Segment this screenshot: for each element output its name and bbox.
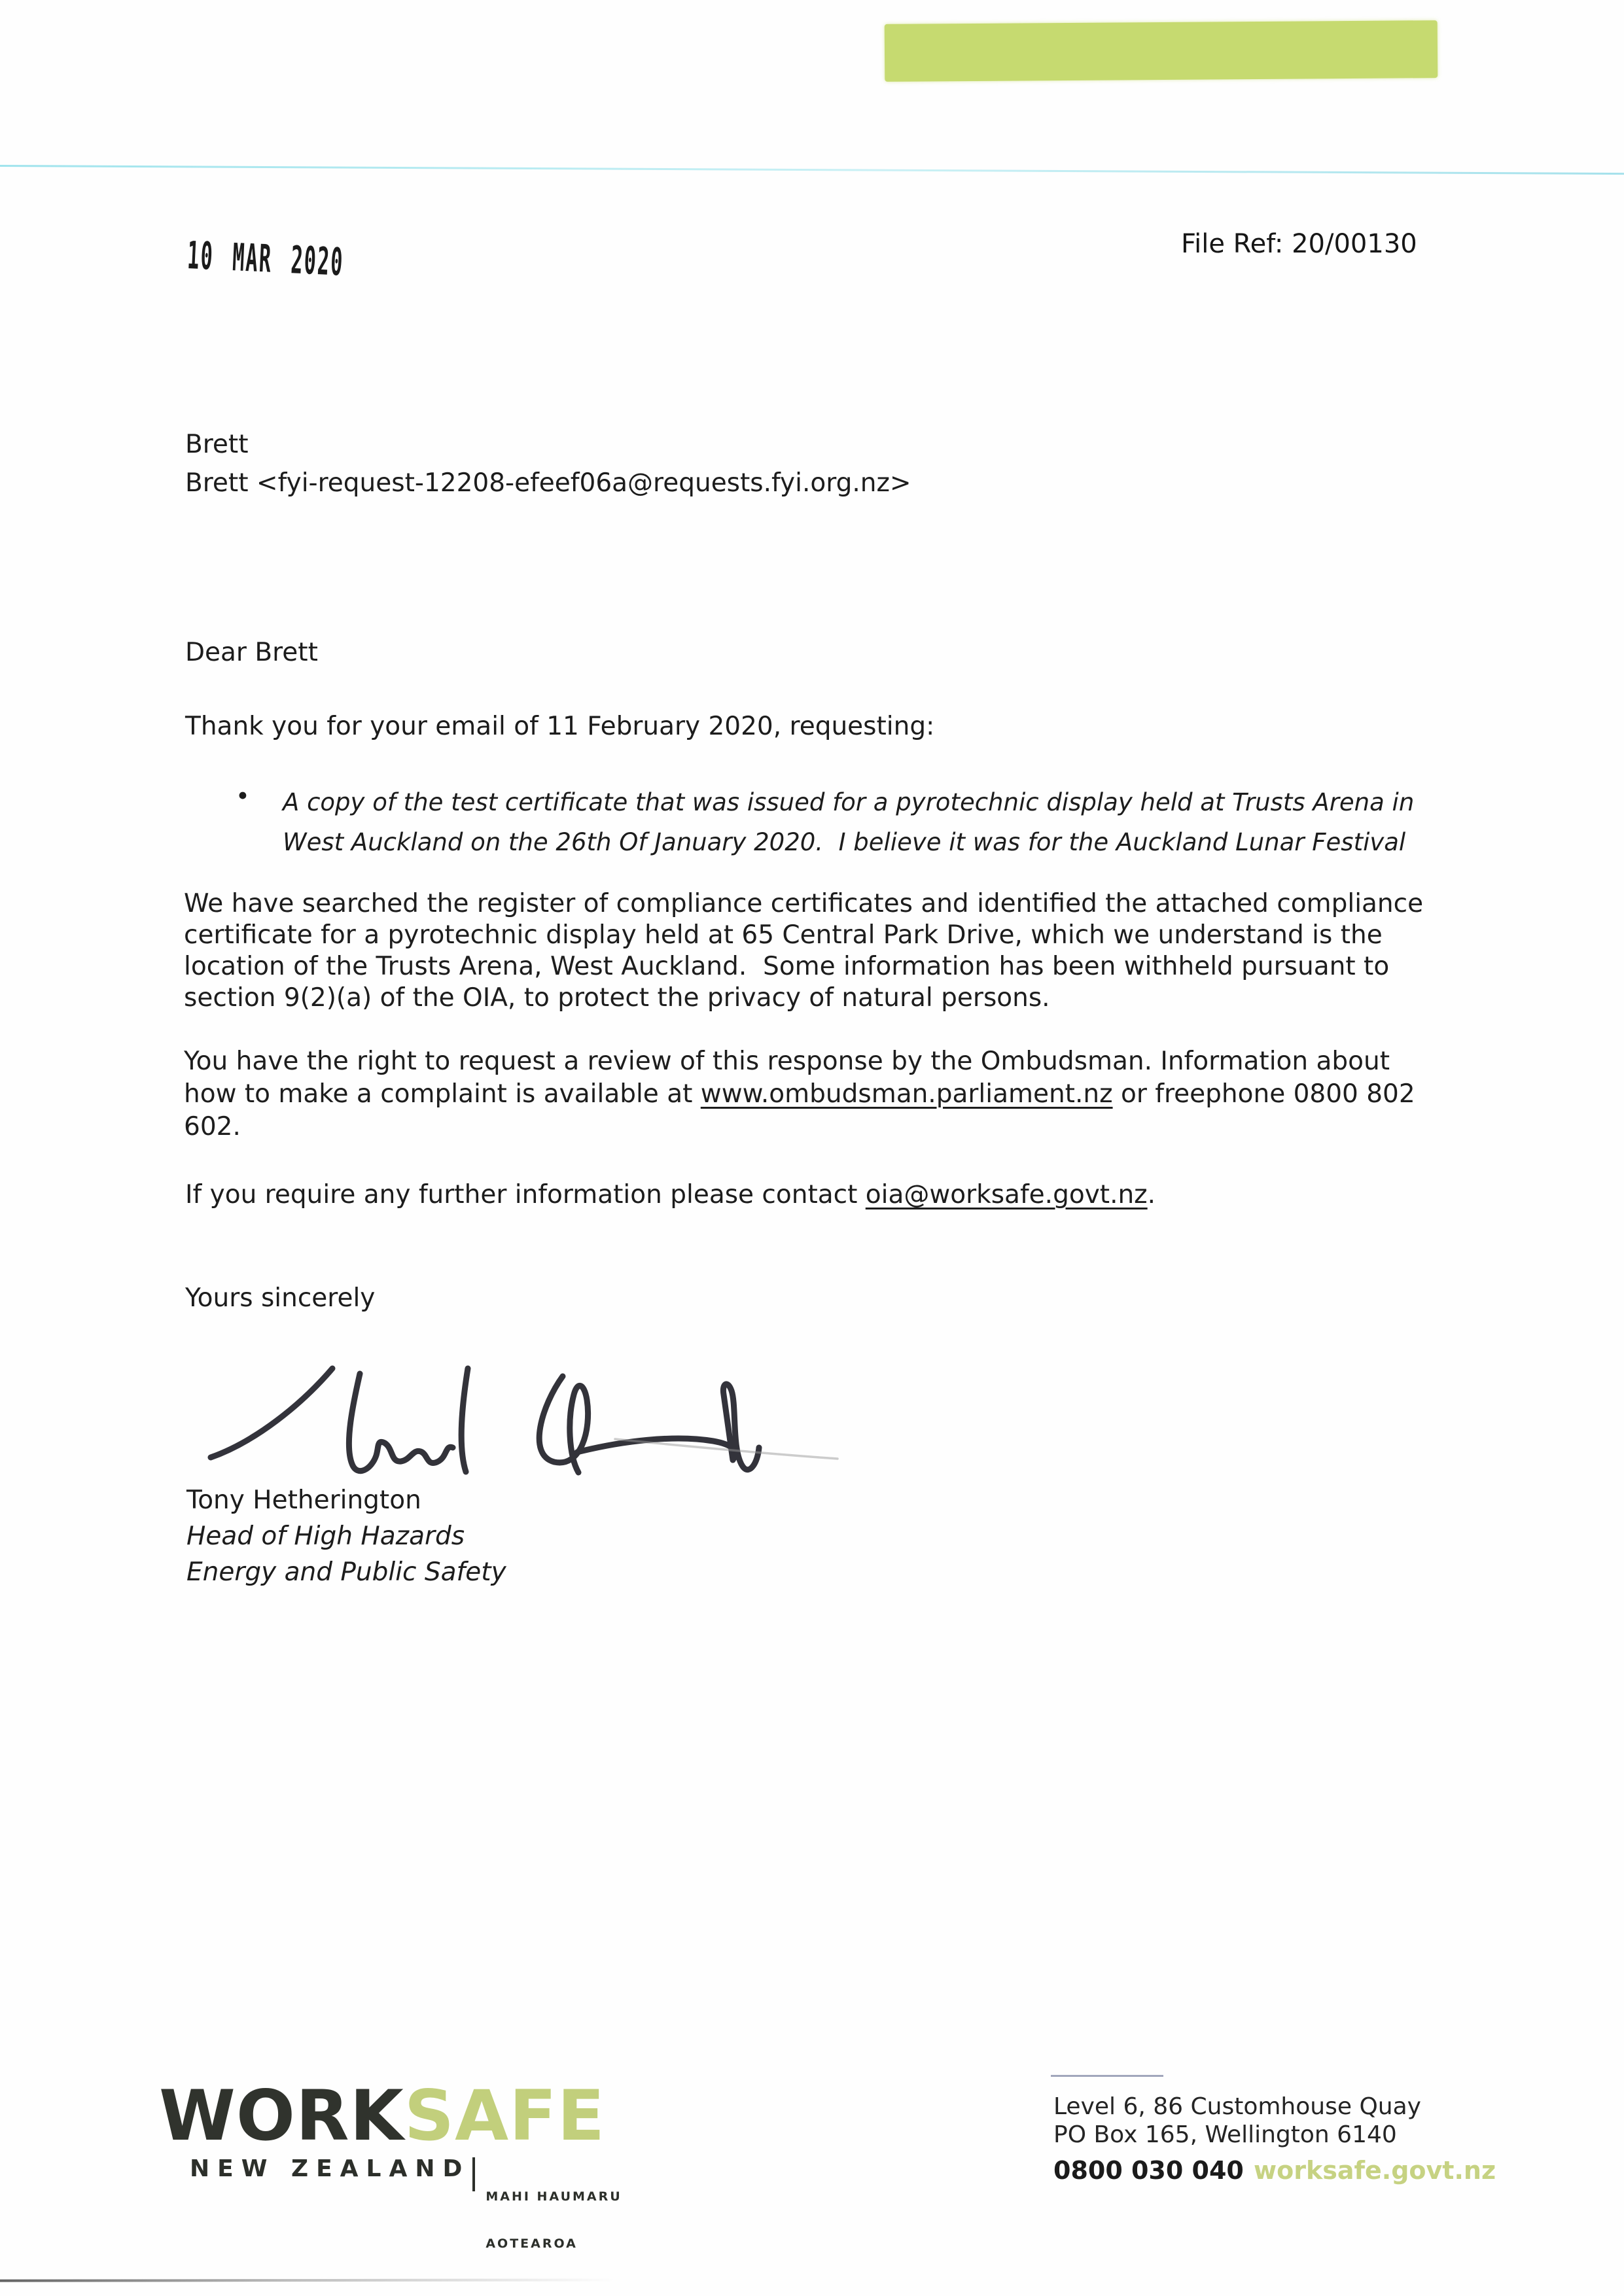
logo-country-text: NEW ZEALAND	[190, 2155, 470, 2182]
signatory-team: Energy and Public Safety	[186, 1557, 506, 1587]
logo-word-green: SAFE	[404, 2076, 605, 2156]
logo-tagline-line1: MAHI HAUMARU	[485, 2189, 622, 2204]
recipient-email: Brett <fyi-request-12208-efeef06a@requests.fyi.org.nz>	[185, 468, 911, 498]
scanner-streak-line	[0, 165, 1624, 175]
review-paragraph-line1: You have the right to request a review of this response by the Ombudsman. Information about	[184, 1047, 1390, 1076]
received-date-stamp: 10 MAR 2020	[186, 233, 345, 285]
recipient-name: Brett	[185, 430, 249, 459]
footer-address-line1: Level 6, 86 Customhouse Quay	[1053, 2093, 1421, 2120]
logo-tagline-line2: AOTEAROA	[485, 2236, 578, 2251]
request-bullet-line1: A copy of the test certificate that was issued for a pyrotechnic display held at Trusts Arena in	[283, 788, 1415, 816]
signatory-block	[186, 1482, 506, 1590]
signatory-name: Tony Hetherington	[186, 1486, 421, 1515]
logo-word-dark: WORK	[159, 2076, 404, 2156]
footer-phone: 0800 030 040	[1053, 2156, 1244, 2185]
worksafe-logo	[159, 2076, 605, 2156]
search-paragraph	[184, 888, 1423, 1014]
search-paragraph-line4: section 9(2)(a) of the OIA, to protect the privacy of natural persons.	[184, 983, 1050, 1013]
signature-image	[196, 1359, 851, 1493]
recipient-block	[185, 425, 911, 502]
logo-divider-bar	[472, 2157, 475, 2191]
highlighter-mark	[885, 20, 1438, 82]
search-paragraph-line2: certificate for a pyrotechnic display held at 65 Central Park Drive, which we understand is the	[184, 920, 1383, 950]
valediction: Yours sincerely	[185, 1283, 376, 1313]
intro-sentence: Thank you for your email of 11 February 2020, requesting:	[185, 712, 935, 741]
request-bullet-line2: West Auckland on the 26th Of January 2020. I believe it was for the Auckland Lunar Festival	[283, 828, 1406, 856]
footer-website: worksafe.govt.nz	[1254, 2156, 1496, 2185]
contact-post: .	[1147, 1180, 1156, 1209]
request-bullet	[283, 782, 1414, 862]
review-paragraph	[184, 1045, 1415, 1143]
ombudsman-url-text: www.ombudsman.parliament.nz	[700, 1079, 1113, 1109]
contact-pre: If you require any further information please contact	[185, 1180, 866, 1209]
contact-paragraph	[185, 1180, 1156, 1209]
review-paragraph-line3: 602.	[184, 1112, 241, 1141]
footer-divider-line	[1051, 2075, 1163, 2077]
salutation: Dear Brett	[185, 638, 318, 667]
file-reference: File Ref: 20/00130	[1181, 229, 1417, 259]
footer-address-line2: PO Box 165, Wellington 6140	[1053, 2121, 1397, 2148]
signatory-title: Head of High Hazards	[186, 1522, 465, 1551]
search-paragraph-line1: We have searched the register of compliance certificates and identified the attached compliance	[184, 889, 1424, 918]
logo-tagline	[485, 2157, 622, 2283]
search-paragraph-line3: location of the Trusts Arena, West Auckland. Some information has been withheld pursuant to	[184, 952, 1390, 981]
worksafe-logo-subline	[190, 2157, 622, 2283]
oia-email-text: oia@worksafe.govt.nz	[865, 1180, 1148, 1209]
bullet-marker: •	[236, 782, 250, 810]
review-line2-post: or freephone 0800 802	[1112, 1079, 1415, 1109]
review-line2-pre: how to make a complaint is available at	[184, 1079, 701, 1109]
review-paragraph-line2	[184, 1078, 1415, 1111]
